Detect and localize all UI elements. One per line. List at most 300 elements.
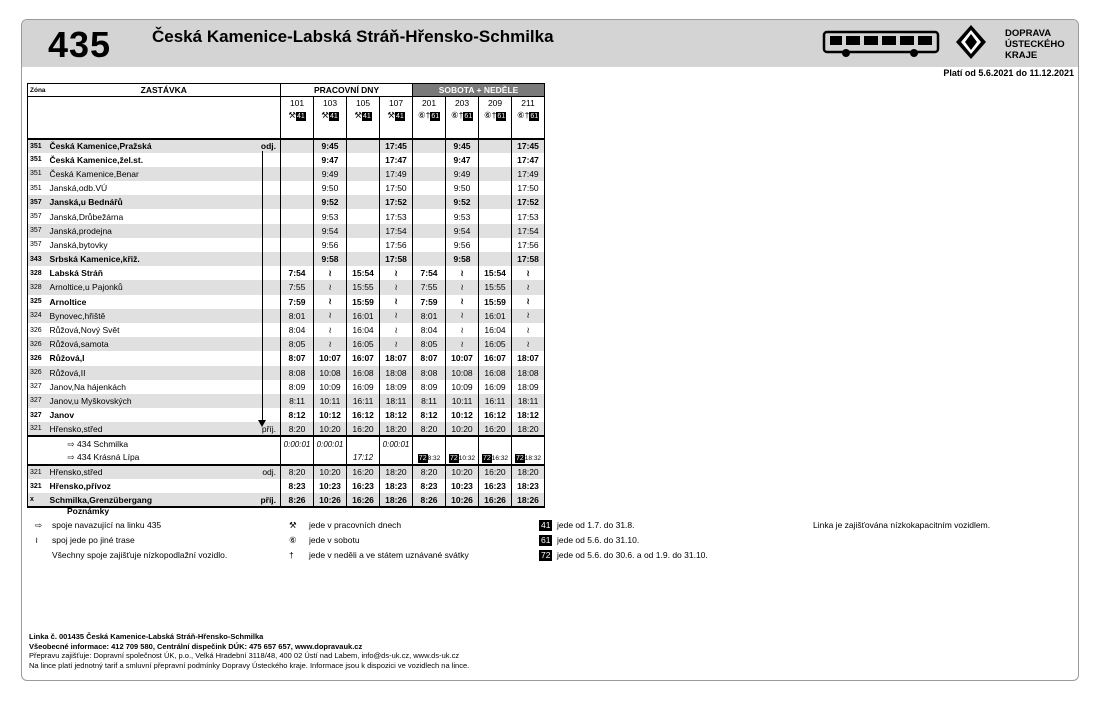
stop-flag (256, 295, 281, 309)
departure-time: 17:54 (380, 224, 413, 238)
operator-line: ÚSTECKÉHO (1005, 39, 1065, 50)
stop-name: Růžová,Nový Svět (49, 325, 120, 336)
departure-time: ≀ (512, 280, 545, 294)
departure-time: 8:09 (281, 380, 314, 394)
table-row (28, 280, 545, 294)
departure-time: 8:09 (413, 380, 446, 394)
trip-number: 105 (355, 98, 371, 108)
connection-time (281, 451, 314, 465)
table-row (28, 295, 545, 309)
departure-time (479, 209, 512, 223)
trip-codes (382, 110, 410, 121)
departure-time: 7:54 (413, 266, 446, 280)
departure-time: 17:50 (380, 181, 413, 195)
departure-time: 8:01 (413, 309, 446, 323)
trip-number: 201 (421, 98, 437, 108)
departure-time: 8:07 (413, 351, 446, 365)
departure-time: 10:07 (446, 351, 479, 365)
footer-line: Všeobecné informace: 412 709 580, Centrální dispečink DÚK: 475 657 657, www.dopravauk.cz (29, 641, 363, 651)
connection-time: 0:00:01 (380, 436, 413, 450)
departure-time: 8:04 (281, 323, 314, 337)
table-row (28, 153, 545, 167)
departure-time: 16:26 (479, 493, 512, 507)
departure-time: 15:54 (479, 266, 512, 280)
departure-time: 8:08 (413, 366, 446, 380)
stop-flag (256, 153, 281, 167)
day-symbol: ⑥† (417, 110, 431, 120)
note-symbol: ⇨ (35, 520, 43, 530)
departure-time (347, 209, 380, 223)
departure-time: 18:20 (512, 422, 545, 436)
notes (27, 506, 1067, 566)
departure-time: 8:01 (281, 309, 314, 323)
zone-number: 351 (28, 139, 48, 153)
departure-time: 16:04 (347, 323, 380, 337)
stop-flag (256, 323, 281, 337)
zone-number: 327 (28, 394, 48, 408)
departure-time (479, 139, 512, 153)
zone-number: 327 (28, 380, 48, 394)
trip-number: 107 (388, 98, 404, 108)
departure-time: 18:20 (380, 465, 413, 479)
zone-number (28, 451, 48, 465)
connection-time (314, 451, 347, 465)
table-row (28, 337, 545, 351)
departure-time: 16:12 (479, 408, 512, 422)
stop-name: Janská,u Bednářů (48, 195, 256, 209)
stop-flag: odj. (256, 465, 281, 479)
departure-time: 16:26 (347, 493, 380, 507)
zone-header: Zóna (28, 84, 48, 97)
departure-time: 10:23 (446, 479, 479, 493)
day-symbol: ⚒ (387, 110, 395, 120)
trip-codes (349, 110, 377, 121)
departure-time: 10:23 (314, 479, 347, 493)
departure-time (347, 224, 380, 238)
stop-name: Janov,Na hájenkách (49, 381, 126, 392)
zone-number: 351 (28, 153, 48, 167)
departure-time (479, 195, 512, 209)
trip-number: 203 (454, 98, 470, 108)
departure-time: ≀ (446, 323, 479, 337)
table-row (28, 224, 545, 238)
stop-name: Labská Stráň (49, 268, 103, 279)
departure-time: 18:12 (380, 408, 413, 422)
stop-flag (256, 209, 281, 223)
stop-flag (256, 451, 281, 465)
departure-time: 10:26 (314, 493, 347, 507)
note-symbol: † (289, 550, 294, 560)
zone-number: 321 (28, 465, 48, 479)
departure-time: ≀ (380, 323, 413, 337)
connection-time (413, 436, 446, 450)
departure-time: 16:09 (347, 380, 380, 394)
restriction-code: 72 (418, 454, 427, 462)
table-row (28, 351, 545, 365)
stop-name: Česká Kamenice,Benar (48, 167, 256, 181)
departure-time (413, 153, 446, 167)
departure-time: 16:05 (479, 337, 512, 351)
departure-time: ≀ (380, 337, 413, 351)
departure-time: 9:53 (446, 209, 479, 223)
zone-number: 325 (28, 295, 48, 309)
stop-flag (256, 337, 281, 351)
note-text: jede v neděli a ve státem uznávané svátky (309, 550, 469, 560)
departure-time: 16:04 (479, 323, 512, 337)
departure-time: 17:56 (512, 238, 545, 252)
departure-time (281, 167, 314, 181)
departure-time: 15:55 (347, 280, 380, 294)
note-text: jede od 5.6. do 31.10. (557, 535, 640, 545)
stop-name: Schmilka,Grenzübergang (48, 493, 256, 507)
departure-time: 16:20 (479, 422, 512, 436)
departure-time (479, 238, 512, 252)
trip-codes (448, 110, 476, 121)
trip-codes (316, 110, 344, 121)
departure-time: 18:11 (512, 394, 545, 408)
note-text: spoj jede po jiné trase (52, 535, 135, 545)
trip-header (512, 97, 545, 139)
departure-time (479, 181, 512, 195)
departure-time: 8:11 (413, 394, 446, 408)
bus-icon (822, 30, 942, 58)
departure-time: 16:08 (347, 366, 380, 380)
departure-time: 18:26 (380, 493, 413, 507)
restriction-code: 72 (449, 454, 458, 462)
departure-time (479, 153, 512, 167)
zone-number: 326 (28, 323, 48, 337)
departure-time: 18:09 (512, 380, 545, 394)
departure-time: 7:55 (281, 280, 314, 294)
departure-time: 8:07 (281, 351, 314, 365)
stop-flag (256, 380, 281, 394)
departure-time: 8:23 (281, 479, 314, 493)
zone-number: 326 (28, 351, 48, 365)
departure-time: 10:09 (446, 380, 479, 394)
departure-time: 9:54 (446, 224, 479, 238)
departure-time: 17:53 (512, 209, 545, 223)
stop-name: Růžová,II (48, 366, 256, 380)
departure-time: 17:52 (380, 195, 413, 209)
departure-time: 17:49 (512, 167, 545, 181)
departure-time: 9:49 (446, 167, 479, 181)
departure-time (413, 195, 446, 209)
stop-name: Hřensko,přívoz (49, 481, 111, 492)
trip-header (347, 97, 380, 139)
stop-flag (256, 351, 281, 365)
departure-time: 16:01 (347, 309, 380, 323)
trip-header (314, 97, 347, 139)
day-symbol: ⚒ (321, 110, 329, 120)
departure-time: 18:23 (512, 479, 545, 493)
stop-name: Arnoltice,u Pajonků (48, 280, 256, 294)
stop-flag (256, 195, 281, 209)
connection-time (380, 451, 413, 465)
departure-time: 9:53 (314, 209, 347, 223)
connection-name: ⇨ 434 Schmilka (48, 436, 256, 450)
departure-time (347, 167, 380, 181)
stop-flag (256, 394, 281, 408)
departure-time: 18:07 (380, 351, 413, 365)
departure-time (347, 139, 380, 153)
departure-time: 18:26 (512, 493, 545, 507)
weekend-header: SOBOTA + NEDĚLE (413, 84, 545, 97)
departure-time: 16:11 (479, 394, 512, 408)
stop-flag (256, 252, 281, 266)
connection-time (446, 436, 479, 450)
connection-time (512, 451, 545, 465)
departure-time (281, 238, 314, 252)
departure-time (413, 224, 446, 238)
departure-time: 17:52 (512, 195, 545, 209)
time-text: 10:32 (458, 454, 476, 462)
operator-line: KRAJE (1005, 50, 1038, 61)
restriction-code: 41 (541, 520, 551, 530)
departure-time: 18:07 (512, 351, 545, 365)
table-row (28, 195, 545, 209)
departure-time: 17:45 (380, 139, 413, 153)
day-symbol: ⑥† (483, 110, 497, 120)
departure-time: 18:20 (380, 422, 413, 436)
route-title: Česká Kamenice-Labská Stráň-Hřensko-Schmilka (152, 27, 554, 46)
note-text: jede od 1.7. do 31.8. (557, 520, 635, 530)
zone-number (28, 436, 48, 450)
table-row (28, 323, 545, 337)
restriction-code: 61 (530, 113, 539, 120)
stop-name: Janská,prodejna (48, 224, 256, 238)
stop-name: Hřensko,střed (48, 465, 256, 479)
connection-time (347, 436, 380, 450)
departure-time: 10:08 (446, 366, 479, 380)
stop-flag (256, 238, 281, 252)
table-row (28, 465, 545, 479)
note-symbol: ⚒ (289, 520, 297, 530)
departure-time: ≀ (446, 337, 479, 351)
departure-time: ≀ (314, 309, 347, 323)
zone-number: 324 (28, 309, 48, 323)
departure-time: 7:59 (413, 295, 446, 309)
note-text: Linka je zajišťována nízkokapacitním vozidlem. (813, 520, 991, 530)
connection-row (28, 436, 545, 450)
stop-cell (48, 97, 256, 139)
departure-time: 16:20 (347, 422, 380, 436)
trip-number: 211 (521, 98, 535, 108)
departure-time: 9:56 (314, 238, 347, 252)
stop-flag (256, 479, 281, 493)
footer (29, 632, 469, 670)
zone-number: 351 (28, 167, 48, 181)
zone-number: x (28, 493, 48, 507)
trip-header (446, 97, 479, 139)
departure-time: 9:52 (314, 195, 347, 209)
zone-number: 321 (28, 479, 48, 493)
stop-name: Růžová,samota (48, 337, 256, 351)
zone-number: 321 (28, 422, 48, 436)
zone-number: 328 (28, 266, 48, 280)
departure-time: 10:12 (446, 408, 479, 422)
departure-time: 9:49 (314, 167, 347, 181)
stop-name: Janská,odb.VÚ (49, 183, 108, 194)
stop-flag (256, 436, 281, 450)
departure-time: 8:20 (413, 422, 446, 436)
departure-time: 15:59 (347, 295, 380, 309)
departure-time: 17:45 (512, 139, 545, 153)
departure-time: ≀ (446, 309, 479, 323)
departure-time: ≀ (512, 266, 545, 280)
time-text: 16:32 (491, 454, 509, 462)
departure-time (347, 153, 380, 167)
table-row (28, 366, 545, 380)
departure-time: 17:47 (380, 153, 413, 167)
departure-time: 18:09 (380, 380, 413, 394)
notes-title: Poznámky (67, 506, 110, 516)
trip-number: 209 (487, 98, 503, 108)
departure-time: 8:11 (281, 394, 314, 408)
departure-time: 17:49 (380, 167, 413, 181)
departure-time: 16:20 (479, 465, 512, 479)
departure-time: ≀ (314, 323, 347, 337)
departure-time: 18:08 (512, 366, 545, 380)
departure-time: 16:20 (347, 465, 380, 479)
departure-time (347, 195, 380, 209)
table-row (28, 479, 545, 493)
table-row (28, 394, 545, 408)
stop-flag (256, 181, 281, 195)
departure-time: 9:58 (314, 252, 347, 266)
zone-cell (28, 97, 48, 139)
departure-time: 18:20 (512, 465, 545, 479)
connection-time: 0:00:01 (314, 436, 347, 450)
departure-time (413, 167, 446, 181)
day-symbol: ⚒ (288, 110, 296, 120)
trip-header (380, 97, 413, 139)
restriction-code: 61 (431, 113, 440, 120)
departure-time (347, 181, 380, 195)
trip-codes (415, 110, 443, 121)
restriction-code: 72 (482, 454, 491, 462)
connection-name: ⇨ 434 Krásná Lípa (67, 451, 140, 462)
departure-time (413, 238, 446, 252)
stop-flag (256, 224, 281, 238)
departure-time (413, 139, 446, 153)
departure-time (281, 195, 314, 209)
zone-number: 328 (28, 280, 48, 294)
stop-name: Bynovec,hřiště (48, 309, 256, 323)
restriction-code: 61 (541, 535, 551, 545)
departure-time: 10:20 (314, 422, 347, 436)
connection-time (512, 436, 545, 450)
departure-time (347, 252, 380, 266)
restriction-code: 61 (497, 113, 506, 120)
table-row (28, 266, 545, 280)
stop-name: Janská,Drůbežárna (49, 211, 124, 222)
trip-number: 101 (289, 98, 305, 108)
validity-period: Platí od 5.6.2021 do 11.12.2021 (943, 68, 1074, 78)
note-text: spoje navazující na linku 435 (52, 520, 162, 530)
departure-time: 16:07 (347, 351, 380, 365)
region-logo-icon (956, 25, 986, 59)
stop-name: Česká Kamenice,žel.st. (49, 154, 144, 165)
departure-time: 8:20 (281, 422, 314, 436)
operator-name (1005, 28, 1065, 61)
departure-time (281, 181, 314, 195)
flag-cell (256, 97, 281, 139)
departure-time: 10:20 (446, 465, 479, 479)
day-symbol: ⑥† (450, 110, 464, 120)
note-text: Všechny spoje zajišťuje nízkopodlažní vozidlo. (52, 550, 228, 560)
departure-time (413, 181, 446, 195)
connection-time (479, 451, 512, 465)
departure-time (479, 167, 512, 181)
departure-time: 10:08 (314, 366, 347, 380)
departure-time: 9:52 (446, 195, 479, 209)
departure-time: 16:07 (479, 351, 512, 365)
zone-number: 351 (28, 181, 48, 195)
connection-time: 17:12 (347, 451, 380, 465)
departure-time: 16:23 (479, 479, 512, 493)
time-text: 8:32 (427, 454, 441, 462)
departure-time: 8:05 (413, 337, 446, 351)
departure-time (281, 139, 314, 153)
departure-time: 15:59 (479, 295, 512, 309)
departure-time: 10:20 (314, 465, 347, 479)
restriction-code: 72 (541, 550, 551, 560)
restriction-code: 41 (329, 113, 338, 120)
departure-time (281, 224, 314, 238)
departure-time: 17:58 (512, 252, 545, 266)
table-row (28, 209, 545, 223)
departure-time: ≀ (314, 266, 347, 280)
zone-number: 357 (28, 209, 48, 223)
departure-time: ≀ (512, 309, 545, 323)
stop-name: Janov (49, 410, 75, 421)
trip-number: 103 (322, 98, 338, 108)
departure-time: 16:11 (347, 394, 380, 408)
departure-time: 17:58 (380, 252, 413, 266)
departure-time (479, 224, 512, 238)
departure-time: ≀ (380, 280, 413, 294)
departure-time: 9:45 (446, 139, 479, 153)
stop-name: Janov,u Myškovských (48, 394, 256, 408)
departure-time: 15:54 (347, 266, 380, 280)
departure-time: 8:12 (413, 408, 446, 422)
stop-header: ZASTÁVKA (48, 84, 281, 97)
note-symbol: ≀ (35, 535, 39, 545)
departure-time: 9:45 (314, 139, 347, 153)
zone-number: 343 (28, 252, 48, 266)
timetable-sheet (21, 19, 1079, 681)
stop-flag (256, 167, 281, 181)
stop-name: Hřensko,střed (48, 422, 256, 436)
departure-time: ≀ (512, 323, 545, 337)
footer-line: Přepravu zajišťuje: Dopravní společnost ÚK, p.o., Velká Hradební 3118/48, 400 02 Ústí nad Labem, info@ds-uk.cz, www.ds-uk.cz (29, 651, 460, 660)
trip-codes (283, 110, 311, 121)
departure-time: ≀ (314, 295, 347, 309)
day-symbol: ⚒ (354, 110, 362, 120)
departure-time: 16:05 (347, 337, 380, 351)
departure-time: 18:11 (380, 394, 413, 408)
departure-time: 16:01 (479, 309, 512, 323)
departure-time: 8:05 (281, 337, 314, 351)
zone-number: 357 (28, 238, 48, 252)
table-row (28, 238, 545, 252)
departure-time (413, 252, 446, 266)
restriction-code: 61 (464, 113, 473, 120)
departure-time: 10:12 (314, 408, 347, 422)
stop-name: Srbská Kamenice,křiž. (48, 252, 256, 266)
departure-time: 9:47 (314, 153, 347, 167)
departure-time: 17:53 (380, 209, 413, 223)
